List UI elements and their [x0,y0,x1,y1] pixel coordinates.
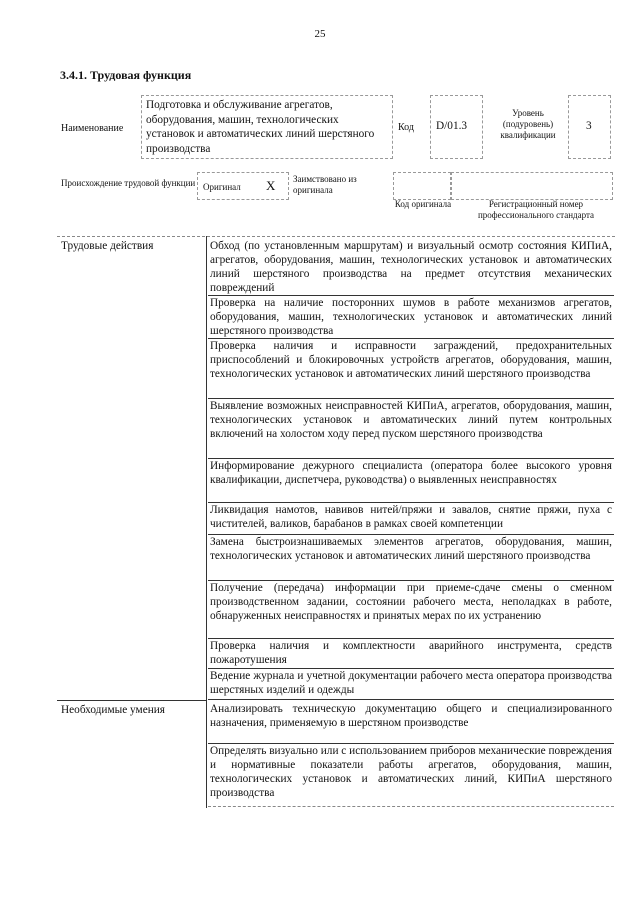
list-item: Проверка наличия и комплектности аварийного инструмента, средств пожаротушения [208,639,614,669]
section-divider [57,700,207,701]
skills-label: Необходимые умения [61,704,165,716]
list-item: Замена быстроизнашиваемых элементов агрегатов, оборудования, машин, технологических установок и автоматических линий шерстяного производства [208,535,614,581]
original-mark: X [266,178,276,193]
labor-actions-label: Трудовые действия [61,240,154,252]
page-number: 25 [314,28,326,40]
table-divider [206,236,207,808]
code-label: Код [398,122,414,133]
list-item: Информирование дежурного специалиста (оператора более высокого уровня квалификации, диспетчера, руководства) о выявленных неисправностях [208,459,614,503]
list-item: Выявление возможных неисправностей КИПиА, агрегатов, оборудования, машин, технологических установок и автоматических линий путем контрольных включений на холостом ходу перед пуском шерстяного производства [208,399,614,459]
origin-label: Происхождение трудовой функции [61,178,196,188]
list-item: Проверка на наличие посторонних шумов в работе механизмов агрегатов, оборудования, машин, технологических установок и автоматических линий шерстяного производства [210,297,612,337]
list-item: Анализировать техническую документацию общего и специализированного назначения, применяемую в шерстяном производстве [208,702,614,744]
table-top-border [57,236,615,237]
list-item: Обход (по установленным маршрутам) и визуальный осмотр состояния КИПиА, агрегатов, оборудования, машин, технологических установок и автоматических линий шерстяного производства на предмет отсутствия механических повреждений [210,240,612,294]
code-original-label: Код оригинала [394,199,452,209]
level-label: Уровень (подуровень) квалификации [500,108,556,140]
reg-number-label: Регистрационный номер профессионального стандарта [477,199,595,220]
list-item: Ведение журнала и учетной документации рабочего места оператора производства шерстяных изделий и одежды [208,669,614,700]
name-label: Наименование [61,123,124,134]
list-item: Проверка наличия и исправности заграждений, предохранительных приспособлений и блокировочных устройств агрегатов, оборудования, машин, технологических установок и автоматических линий шерстяного производства [208,339,614,399]
section-title: 3.4.1. Трудовая функция [60,68,192,82]
reg-number-box [451,172,613,200]
list-item: Получение (передача) информации при приеме-сдаче смены о сменном производственном задании, состоянии рабочего места, неполадках в работе, обнаруженных неисправностях и принятых мерах по их устранению [208,581,614,639]
code-value: D/01.3 [436,120,468,132]
borrowed-label: Заимствовано из оригинала [293,174,357,195]
level-value: 3 [586,120,592,132]
name-value: Подготовка и обслуживание агрегатов, оборудования, машин, технологических установок и автоматических линий шерстяного производства [146,99,375,155]
list-item: Ликвидация намотов, навивов нитей/пряжи и завалов, снятие пряжи, пуха с чистителей, валиков, барабанов в рамках своей компетенции [208,503,614,535]
original-label: Оригинал [203,182,241,192]
code-original-box [393,172,451,200]
list-item: Определять визуально или с использованием приборов механические повреждения и нормативные показатели работы агрегатов, оборудования, машин, технологических установок и автоматических линий, КИПиА шерстяного производства [208,744,614,807]
